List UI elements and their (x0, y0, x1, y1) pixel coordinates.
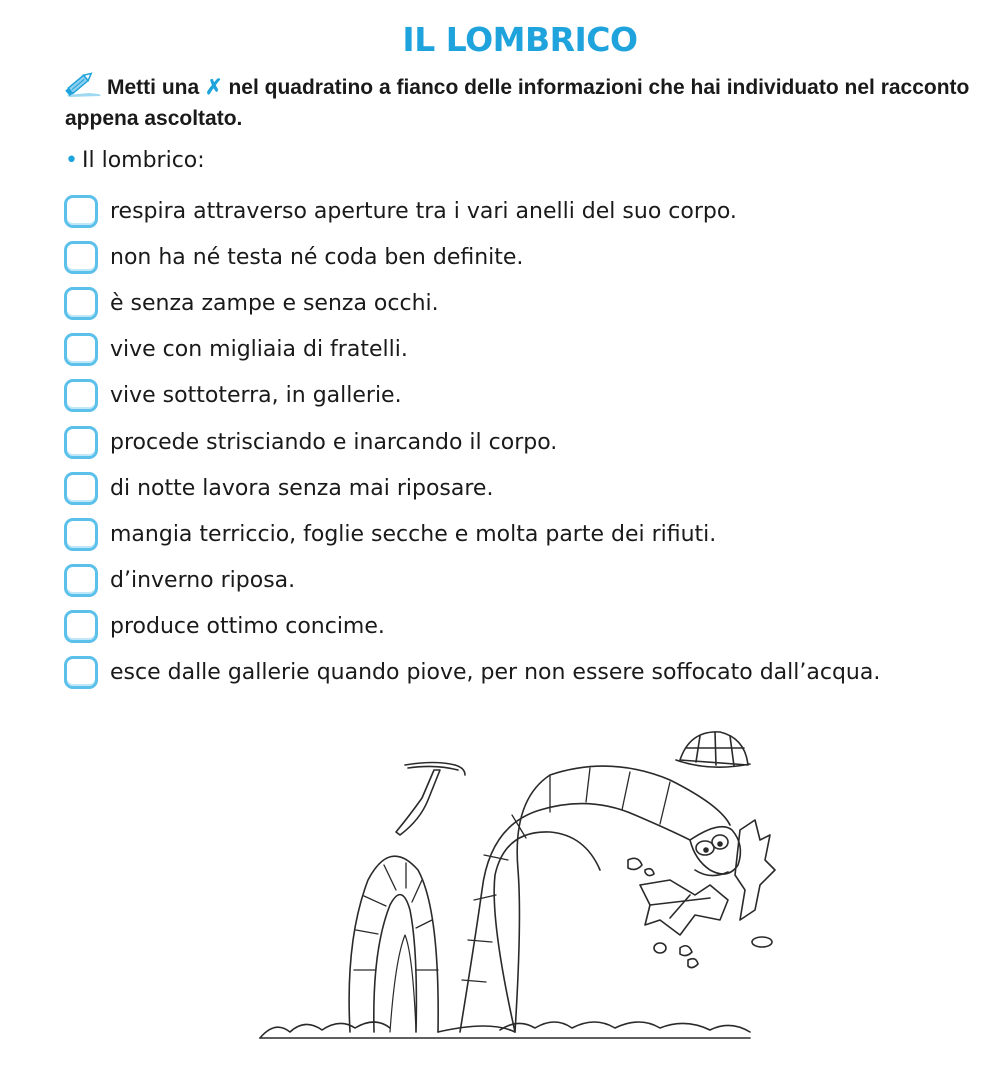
list-item (64, 465, 984, 511)
list-item (64, 188, 984, 234)
checklist (64, 188, 984, 696)
helmet-icon (676, 732, 750, 767)
list-item (64, 650, 984, 696)
checkbox[interactable] (64, 195, 98, 228)
list-item (64, 280, 984, 326)
pencil-icon (65, 72, 103, 98)
checkbox[interactable] (64, 333, 98, 366)
page-title: IL LOMBRICO (402, 20, 638, 59)
item-text: è senza zampe e senza occhi. (110, 290, 439, 316)
checkbox[interactable] (64, 379, 98, 412)
subheading-text: Il lombrico: (81, 148, 205, 173)
pickaxe-icon (396, 763, 465, 836)
checkbox[interactable] (64, 564, 98, 597)
list-item (64, 419, 984, 465)
checkbox[interactable] (64, 518, 98, 551)
checkbox[interactable] (64, 241, 98, 274)
item-text: procede strisciando e inarcando il corpo. (110, 429, 558, 455)
item-text: non ha né testa né coda ben definite. (110, 244, 524, 270)
item-text: d’inverno riposa. (110, 568, 296, 594)
subheading (65, 148, 205, 173)
checkbox[interactable] (64, 656, 98, 689)
bullet-icon: • (65, 148, 78, 173)
worm-illustration (250, 720, 790, 1050)
item-text: mangia terriccio, foglie secche e molta parte dei rifiuti. (110, 521, 717, 547)
item-text: vive sottoterra, in gallerie. (110, 383, 402, 409)
checkbox[interactable] (64, 287, 98, 320)
list-item (64, 234, 984, 280)
item-text: di notte lavora senza mai riposare. (110, 475, 494, 501)
checkbox[interactable] (64, 426, 98, 459)
list-item (64, 373, 984, 419)
item-text: esce dalle gallerie quando piove, per non essere soffocato dall’acqua. (110, 660, 881, 686)
item-text: vive con migliaia di fratelli. (110, 337, 408, 363)
list-item (64, 558, 984, 604)
x-mark: ✗ (205, 76, 223, 99)
item-text: respira attraverso aperture tra i vari anelli del suo corpo. (110, 198, 737, 224)
instruction-text-1: Metti una (107, 76, 205, 99)
instruction (65, 72, 985, 134)
checkbox[interactable] (64, 472, 98, 505)
checkbox[interactable] (64, 610, 98, 643)
list-item (64, 604, 984, 650)
instruction-text-2: nel quadratino a fianco delle informazioni che hai individuato nel racconto appena ascoltato. (65, 76, 970, 130)
list-item (64, 327, 984, 373)
list-item (64, 511, 984, 557)
item-text: produce ottimo concime. (110, 614, 385, 640)
